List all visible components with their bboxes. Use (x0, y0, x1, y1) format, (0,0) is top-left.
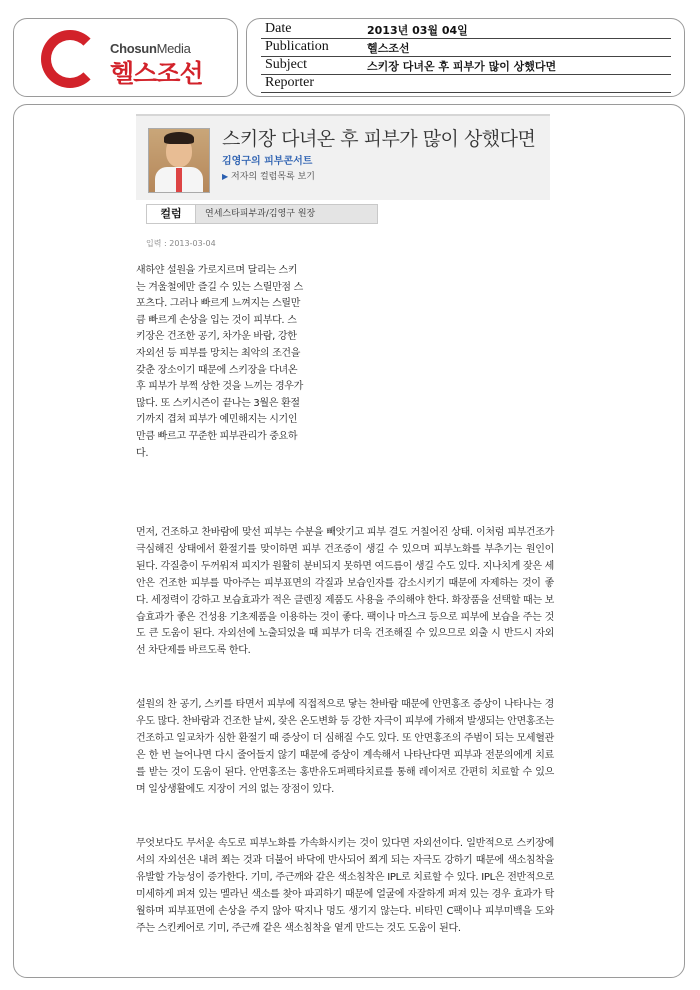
meta-label: Date (265, 21, 292, 36)
article-paragraph: 먼저, 건조하고 찬바람에 맞선 피부는 수분을 빼앗기고 피부 결도 거칠어진 상태. 이처럼 피부건조가 극심해진 상태에서 환절기를 맞이하면 피부 건조증이 생길 수 있으며 피부노화를 부추기는 원인이 된다. 각질층이 두꺼워져 피지가 원활히 분비되지 못하면 여드름이 생길 수도 있다. 지나치게 잦은 세안은 건조한 피부를 막아주는 피부표면의 각질과 보습인자를 감소시키기 때문에 자제하는 것이 좋다. 세정력이 강하고 보습효과가 적은 클렌징 제품도 사용을 주의해야 한다. 화장품을 선택할 때는 보습효과가 좋은 건성용 기초제품을 이용하는 것이 좋다. 팩이나 마스크 등으로 피부에 보습을 주는 것도 큰 도움이 된다. 자외선에 노출되었을 때 피부가 더욱 건조해질 수 있으므로 외출 시 반드시 자외선 차단제를 바르도록 한다. (136, 527, 554, 657)
meta-row-publication (261, 39, 671, 57)
meta-label: Subject (265, 57, 307, 72)
logo-brand-ko: 헬스조선 (110, 59, 203, 88)
article-title: 스키장 다녀온 후 피부가 많이 상했다면 (222, 128, 536, 150)
meta-value: 스키장 다녀온 후 피부가 많이 상했다면 (367, 60, 557, 73)
article-paragraph: 설원의 찬 공기, 스키를 타면서 피부에 직접적으로 닿는 찬바람 때문에 안면홍조 증상이 나타나는 경우도 많다. 찬바람과 건조한 날씨, 잦은 온도변화 등 강한 자극이 피부에 가해져 발생되는 안면홍조는 건조하고 일교차가 심한 환절기 때 증상이 더 심해질 수도 있다. 또 안면홍조의 주범이 되는 모세혈관은 한 번 늘어나면 다시 줄어들지 않기 때문에 증상이 계속해서 나타난다면 피부과 전문의에게 치료를 받는 것이 도움이 된다. 안면홍조는 홍반유도퍼펙타치료를 통해 레이저로 간편히 치료할 수 있으며 일상생활에도 지장이 거의 없는 장점이 있다. (136, 699, 554, 795)
triangle-right-icon: ▶ (222, 172, 229, 181)
article-intro: 새하얀 설원을 가로지르며 달리는 스키는 겨울철에만 즐길 수 있는 스릴만점 스포츠다. 그러나 빠르게 느껴지는 스릴만큼 빠르게 손상을 입는 것이 피부다. 스키장은 건조한 공기, 차가운 바람, 강한 자외선 등 피부를 망치는 최악의 조건을 갖춘 장소이기 때문에 스키장을 다녀온 후 피부가 부쩍 상한 것을 느끼는 경우가 많다. 또 스키시즌이 끝나는 3월은 환절기까지 겹쳐 피부가 예민해지는 시기인 만큼 빠르고 꾸준한 피부관리가 중요하다. (136, 265, 304, 459)
column-list-link[interactable]: ▶ 저자의 컬럼목록 보기 (222, 172, 315, 182)
meta-label: Publication (265, 39, 329, 54)
tab-column[interactable]: 컬럼 (147, 205, 196, 223)
meta-row-date (261, 21, 671, 39)
meta-value: 헬스조선 (367, 42, 410, 55)
logo-brand-en: ChosunMedia (110, 41, 191, 56)
publish-date: 입력 : 2013-03-04 (146, 239, 216, 248)
article-paragraph: 무엇보다도 무서운 속도로 피부노화를 가속화시키는 것이 있다면 자외선이다. 일반적으로 스키장에서의 자외선은 내려 쬐는 것과 더불어 바닥에 반사되어 쬐게 되는 자극도 강하기 때문에 색소침착을 유발할 가능성이 증가한다. 기미, 주근깨와 같은 색소침착은 IPL로 치료할 수 있다. IPL은 전반적으로 미세하게 퍼져 있는 멜라닌 색소를 찾아 파괴하기 때문에 얼굴에 자잘하게 퍼져 있는 경우 효과가 탁월하며 피부표면에 손상을 주지 않아 딱지나 멍도 생기지 않는다. 비타민 C팩이나 피부미백을 도와주는 스킨케어로 기미, 주근깨 같은 색소침착을 옅게 만드는 것도 도움이 된다. (136, 838, 554, 934)
column-name-link[interactable]: 김영구의 피부콘서트 (222, 156, 313, 167)
author-affiliation: 연세스타피부과/김영구 원장 (205, 209, 316, 219)
chosun-c-logo-icon (41, 30, 99, 88)
column-tab-bar (146, 204, 378, 224)
meta-value: 2013년 03월 04일 (367, 24, 468, 37)
meta-row-reporter (261, 75, 671, 93)
author-photo (148, 128, 210, 193)
logo-panel (13, 18, 238, 97)
meta-label: Reporter (265, 75, 314, 90)
article-meta-table (246, 18, 685, 97)
meta-row-subject (261, 57, 671, 75)
article-header (136, 114, 550, 200)
